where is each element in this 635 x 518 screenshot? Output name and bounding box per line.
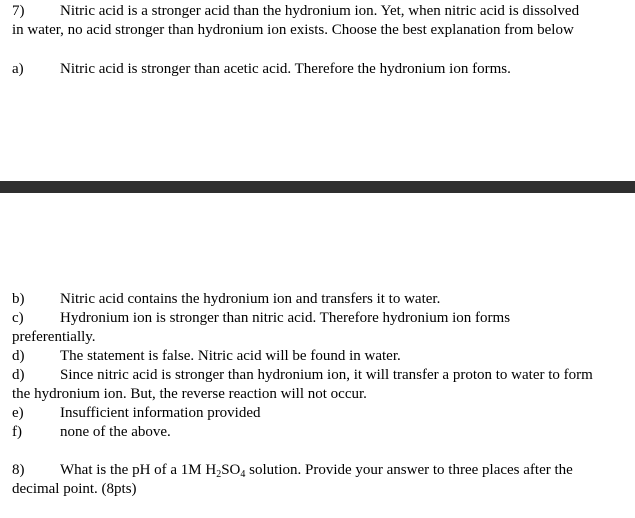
option-f-text: none of the above. — [60, 424, 171, 440]
q8-subscript-4: 4 — [240, 469, 246, 480]
question-7-text-line2: in water, no acid stronger than hydronium ion exists. Choose the best explanation from below — [12, 22, 574, 38]
option-d1-label: d) — [12, 348, 25, 364]
option-a-text: Nitric acid is stronger than acetic acid. Therefore the hydronium ion forms. — [60, 61, 511, 77]
option-e-label: e) — [12, 405, 24, 421]
question-8-text-line2: decimal point. (8pts) — [12, 481, 137, 497]
option-d2-text: Since nitric acid is stronger than hydronium ion, it will transfer a proton to water to form — [60, 367, 593, 383]
option-d2-label: d) — [12, 367, 25, 383]
question-8-text-line1 — [60, 461, 573, 479]
q8-text-mid: SO — [221, 462, 241, 478]
q8-subscript-2: 2 — [216, 469, 222, 480]
option-d1-text: The statement is false. Nitric acid will be found in water. — [60, 348, 401, 364]
option-c-continuation: preferentially. — [12, 329, 96, 345]
option-b-text: Nitric acid contains the hydronium ion and transfers it to water. — [60, 291, 441, 307]
page-divider — [0, 181, 635, 193]
option-e-text: Insufficient information provided — [60, 405, 261, 421]
option-f-label: f) — [12, 424, 22, 440]
question-7-text-line1: Nitric acid is a stronger acid than the hydronium ion. Yet, when nitric acid is dissolved — [60, 3, 580, 19]
option-a-label: a) — [12, 61, 24, 77]
option-c-text: Hydronium ion is stronger than nitric acid. Therefore hydronium ion forms — [60, 310, 511, 326]
option-b-label: b) — [12, 291, 25, 307]
option-c-label: c) — [12, 310, 24, 326]
option-d2-continuation: the hydronium ion. But, the reverse reaction will not occur. — [12, 386, 367, 402]
question-8-number: 8) — [12, 462, 25, 478]
q8-text-after: solution. Provide your answer to three places after the — [245, 462, 573, 478]
question-7-number: 7) — [12, 3, 25, 19]
q8-text-before: What is the pH of a 1M H — [60, 462, 217, 478]
